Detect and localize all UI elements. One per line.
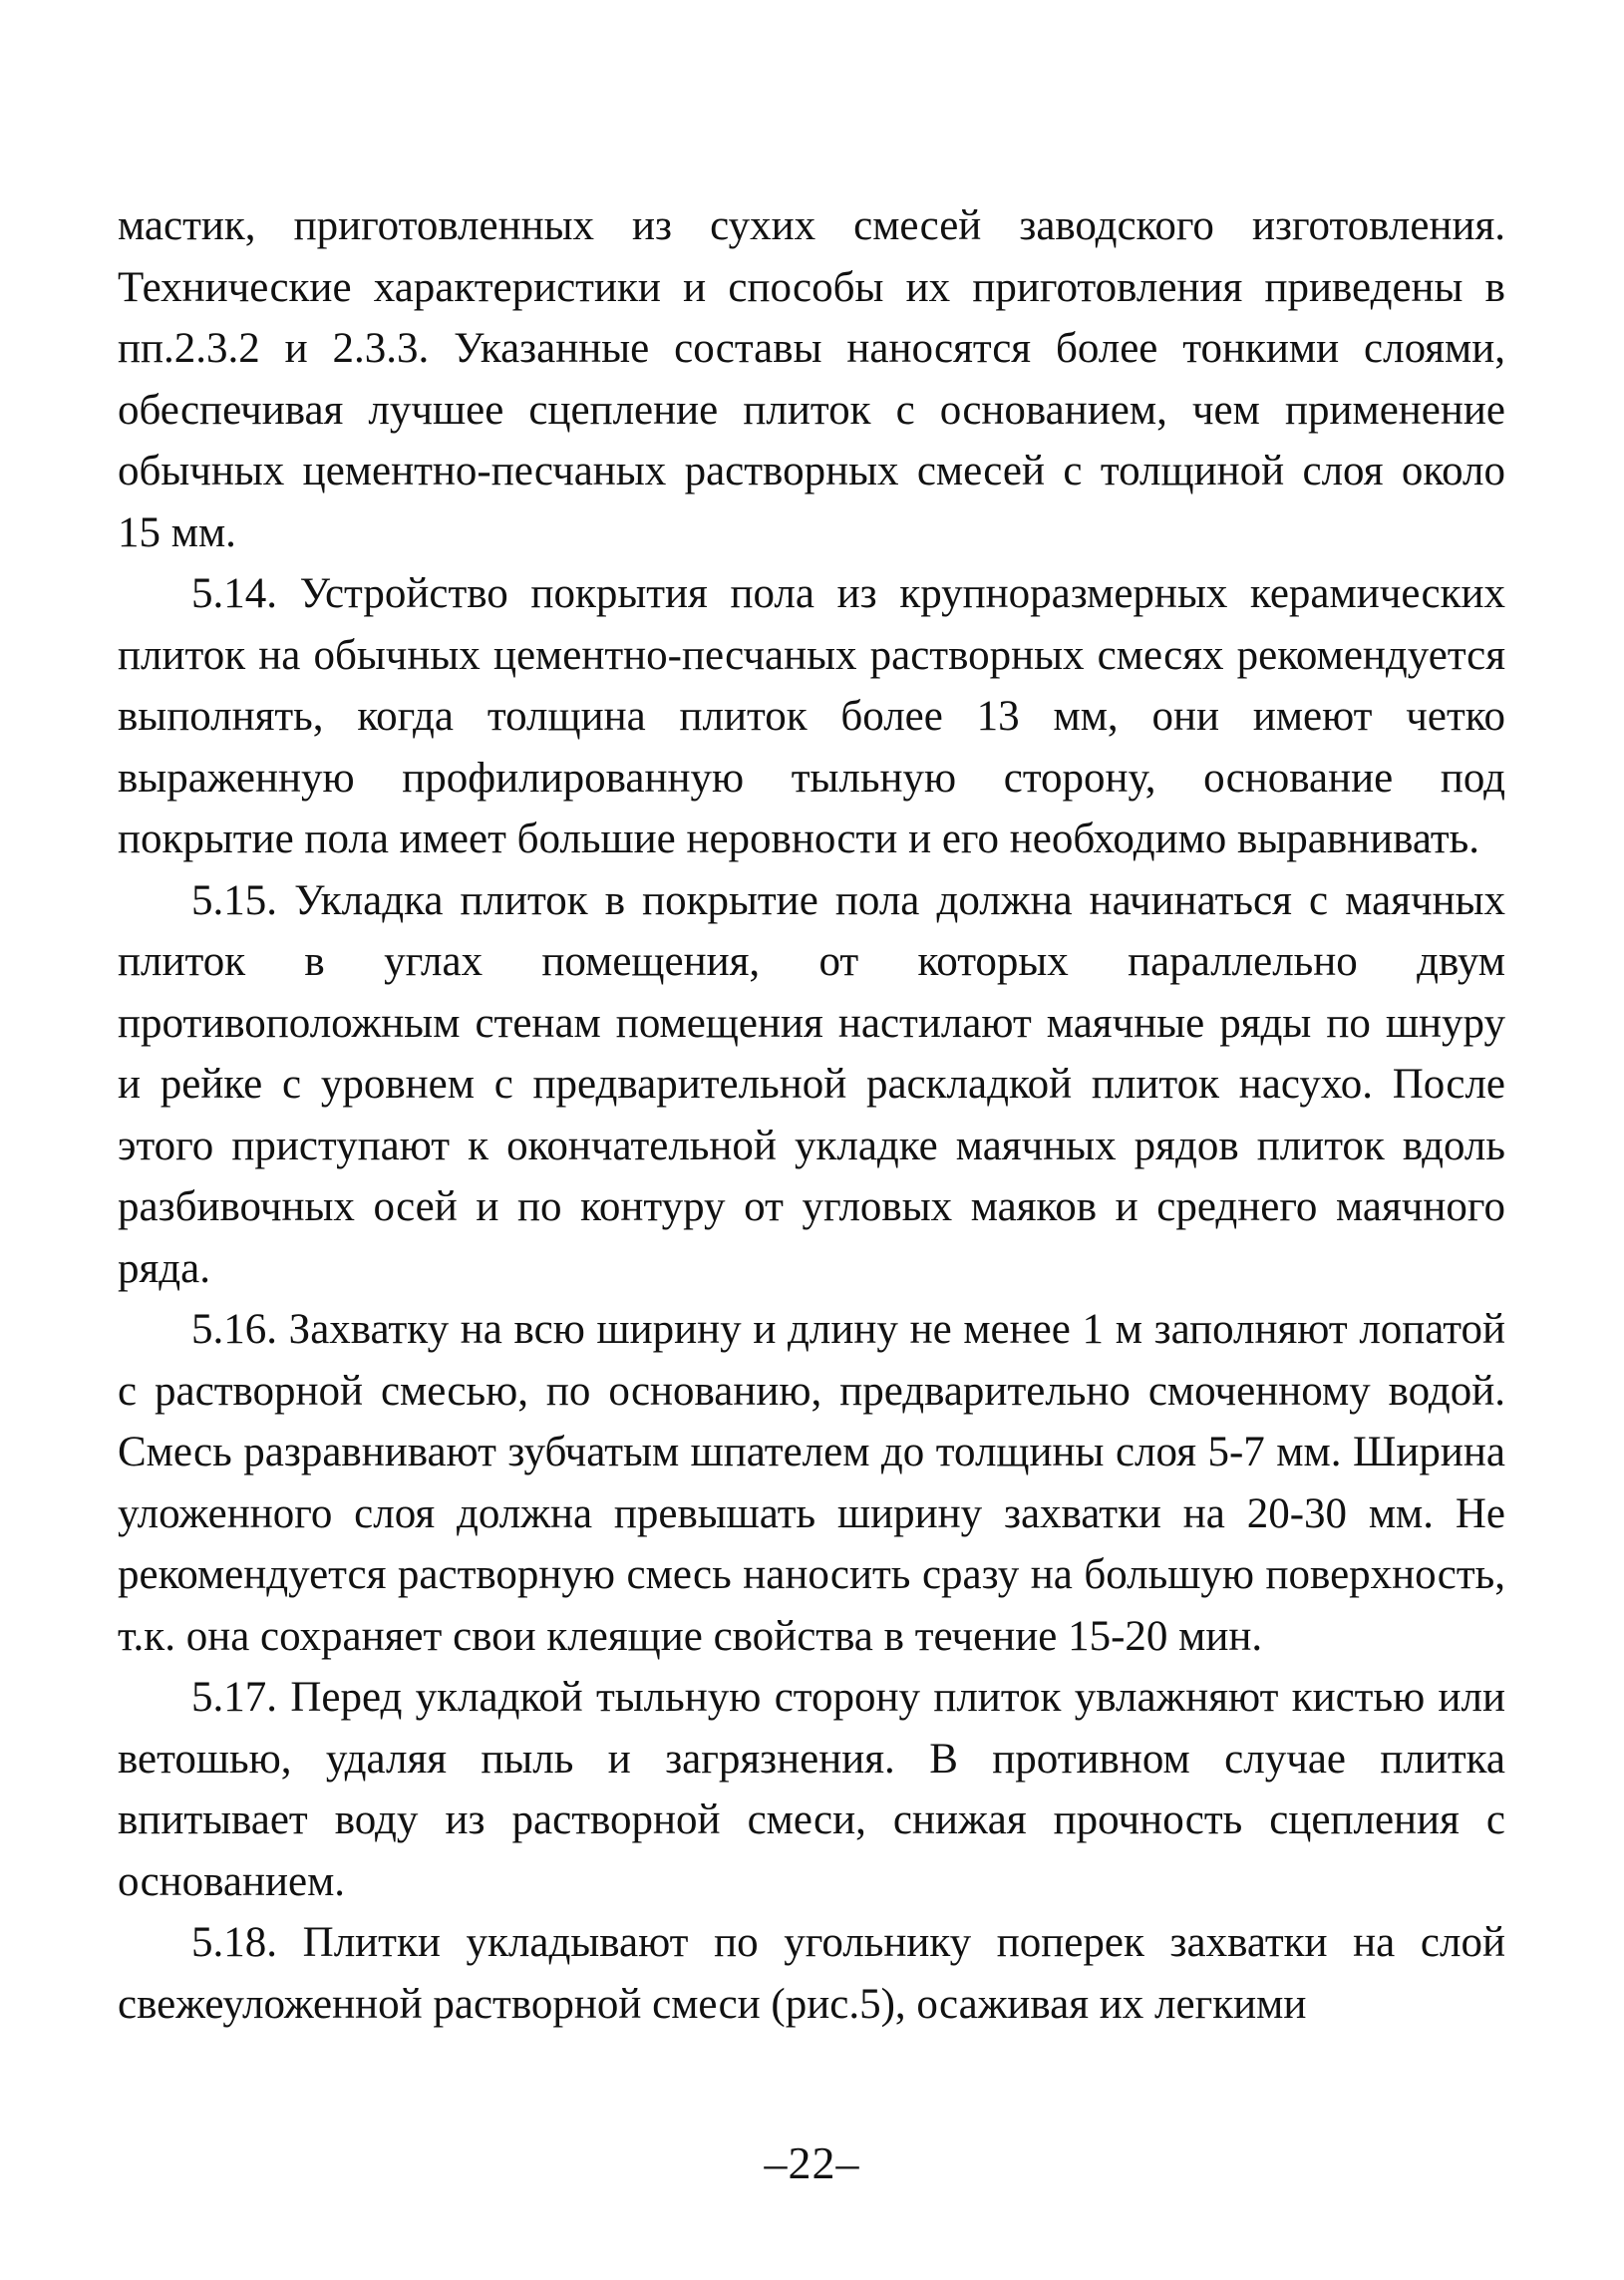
page-number: –22– [764,2137,860,2188]
paragraph-5-14: 5.14. Устройство покрытия пола из крупноразмерных керамических плиток на обычных цементно-песчаных растворных смесях рекомендуется выполнять, когда толщина плиток более 13 мм, они имеют четко выраженную профилированную тыльную сторону, основание под покрытие пола имеет большие неровности и его необходимо выравнивать. [118,570,1505,862]
paragraph-5-18: 5.18. Плитки укладывают по угольнику поперек захватки на слой свежеуложенной растворной смеси (рис.5), осаживая их легкими [118,1919,1505,2028]
paragraph-continuation: мастик, приготовленных из сухих смесей заводского изготовления. Технические характеристики и способы их приготовления приведены в пп.2.3.2 и 2.3.3. Указанные составы наносятся более тонкими слоями, обеспечивая лучшее сцепление плиток с основанием, чем применение обычных цементно-песчаных растворных смесей с толщиной слоя около 15 мм. [118,202,1505,556]
paragraph-5-17: 5.17. Перед укладкой тыльную сторону плиток увлажняют кистью или ветошью, удаляя пыль и загрязнения. В противном случае плитка впитывает воду из растворной смеси, снижая прочность сцепления с основанием. [118,1674,1505,1905]
body-text [118,195,1505,2035]
paragraph-5-16: 5.16. Захватку на всю ширину и длину не менее 1 м заполняют лопатой с растворной смесью, по основанию, предварительно смоченному водой. Смесь разравнивают зубчатым шпателем до толщины слоя 5-7 мм. Ширина уложенного слоя должна превышать ширину захватки на 20-30 мм. Не рекомендуется растворную смесь наносить сразу на большую поверхность, т.к. она сохраняет свои клеящие свойства в течение 15-20 мин. [118,1306,1505,1660]
paragraph-5-15: 5.15. Укладка плиток в покрытие пола должна начинаться с маячных плиток в углах помещения, от которых параллельно двум противоположным стенам помещения настилают маячные ряды по шнуру и рейке с уровнем с предварительной раскладкой плиток насухо. После этого приступают к окончательной укладке маячных рядов плиток вдоль разбивочных осей и по контуру от угловых маяков и среднего маячного ряда. [118,876,1505,1292]
